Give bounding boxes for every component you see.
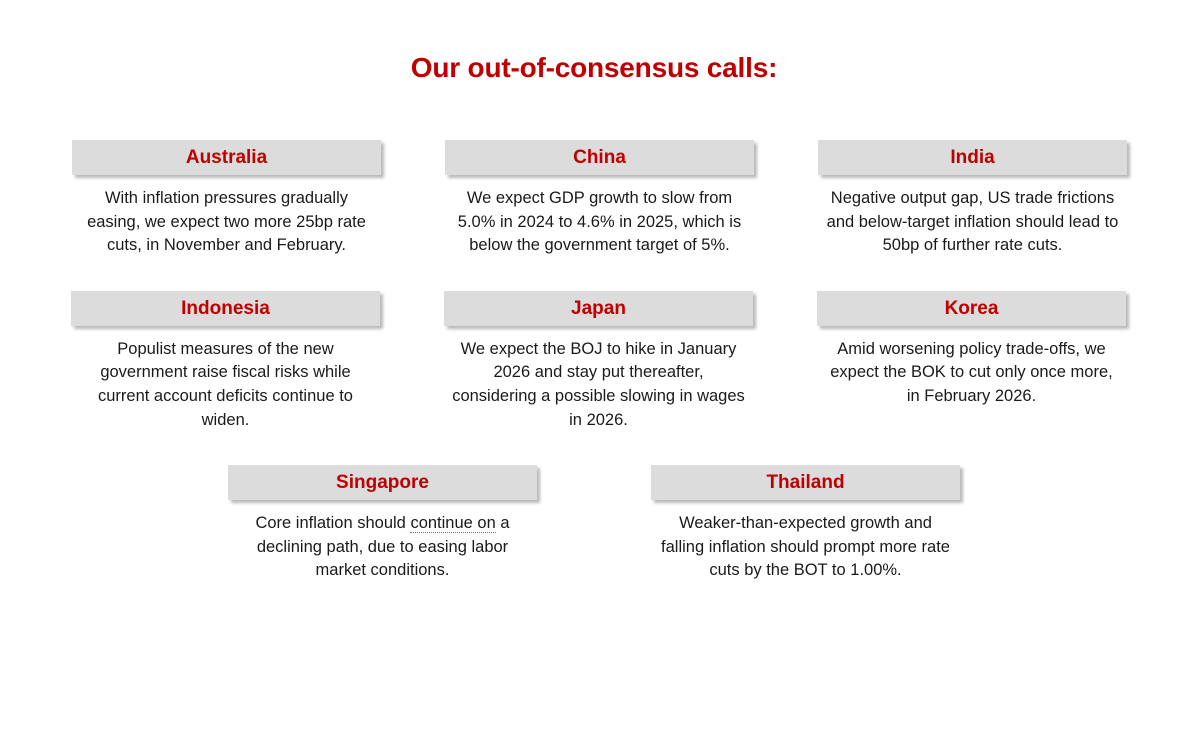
calls-grid [0, 140, 1188, 616]
calls-row-1 [0, 140, 1188, 258]
call-header-australia: Australia [72, 140, 381, 175]
calls-row-2 [0, 291, 1188, 432]
call-card-singapore [228, 465, 537, 583]
call-card-china [445, 140, 754, 258]
call-body-china: We expect GDP growth to slow from 5.0% in 2024 to 4.6% in 2025, which is below the government target of 5%. [457, 189, 742, 255]
call-body-indonesia: Populist measures of the new government raise fiscal risks while current account deficits continue to widen. [98, 339, 353, 429]
singapore-text-underlined: continue on [410, 514, 496, 533]
call-header-india: India [818, 140, 1127, 175]
call-card-india [818, 140, 1127, 258]
call-header-china: China [445, 140, 754, 175]
page-title: Our out-of-consensus calls: [410, 52, 778, 83]
call-body-australia: With inflation pressures gradually easing, we expect two more 25bp rate cuts, in November and February. [87, 189, 366, 255]
call-header-korea: Korea [817, 291, 1126, 326]
call-body-korea: Amid worsening policy trade-offs, we expect the BOK to cut only once more, in February 2026. [830, 339, 1113, 405]
call-card-thailand [651, 465, 960, 583]
call-body-singapore [228, 512, 537, 583]
singapore-text-part2: a declining path, due to easing labor market conditions. [256, 514, 510, 580]
calls-row-3 [0, 465, 1188, 583]
call-card-indonesia [71, 291, 380, 432]
call-card-korea [817, 291, 1126, 432]
call-header-singapore: Singapore [228, 465, 537, 500]
call-header-thailand: Thailand [651, 465, 960, 500]
call-body-japan: We expect the BOJ to hike in January 2026 and stay put thereafter, considering a possible slowing in wages in 2026. [452, 339, 745, 429]
call-body-thailand: Weaker-than-expected growth and falling inflation should prompt more rate cuts by the BOT to 1.00%. [661, 514, 950, 580]
call-card-japan [444, 291, 753, 432]
singapore-text-part1: Core inflation should [255, 514, 411, 533]
call-header-indonesia: Indonesia [71, 291, 380, 326]
call-header-japan: Japan [444, 291, 753, 326]
call-body-india: Negative output gap, US trade frictions and below-target inflation should lead to 50bp of further rate cuts. [826, 189, 1119, 255]
call-card-australia [72, 140, 381, 258]
